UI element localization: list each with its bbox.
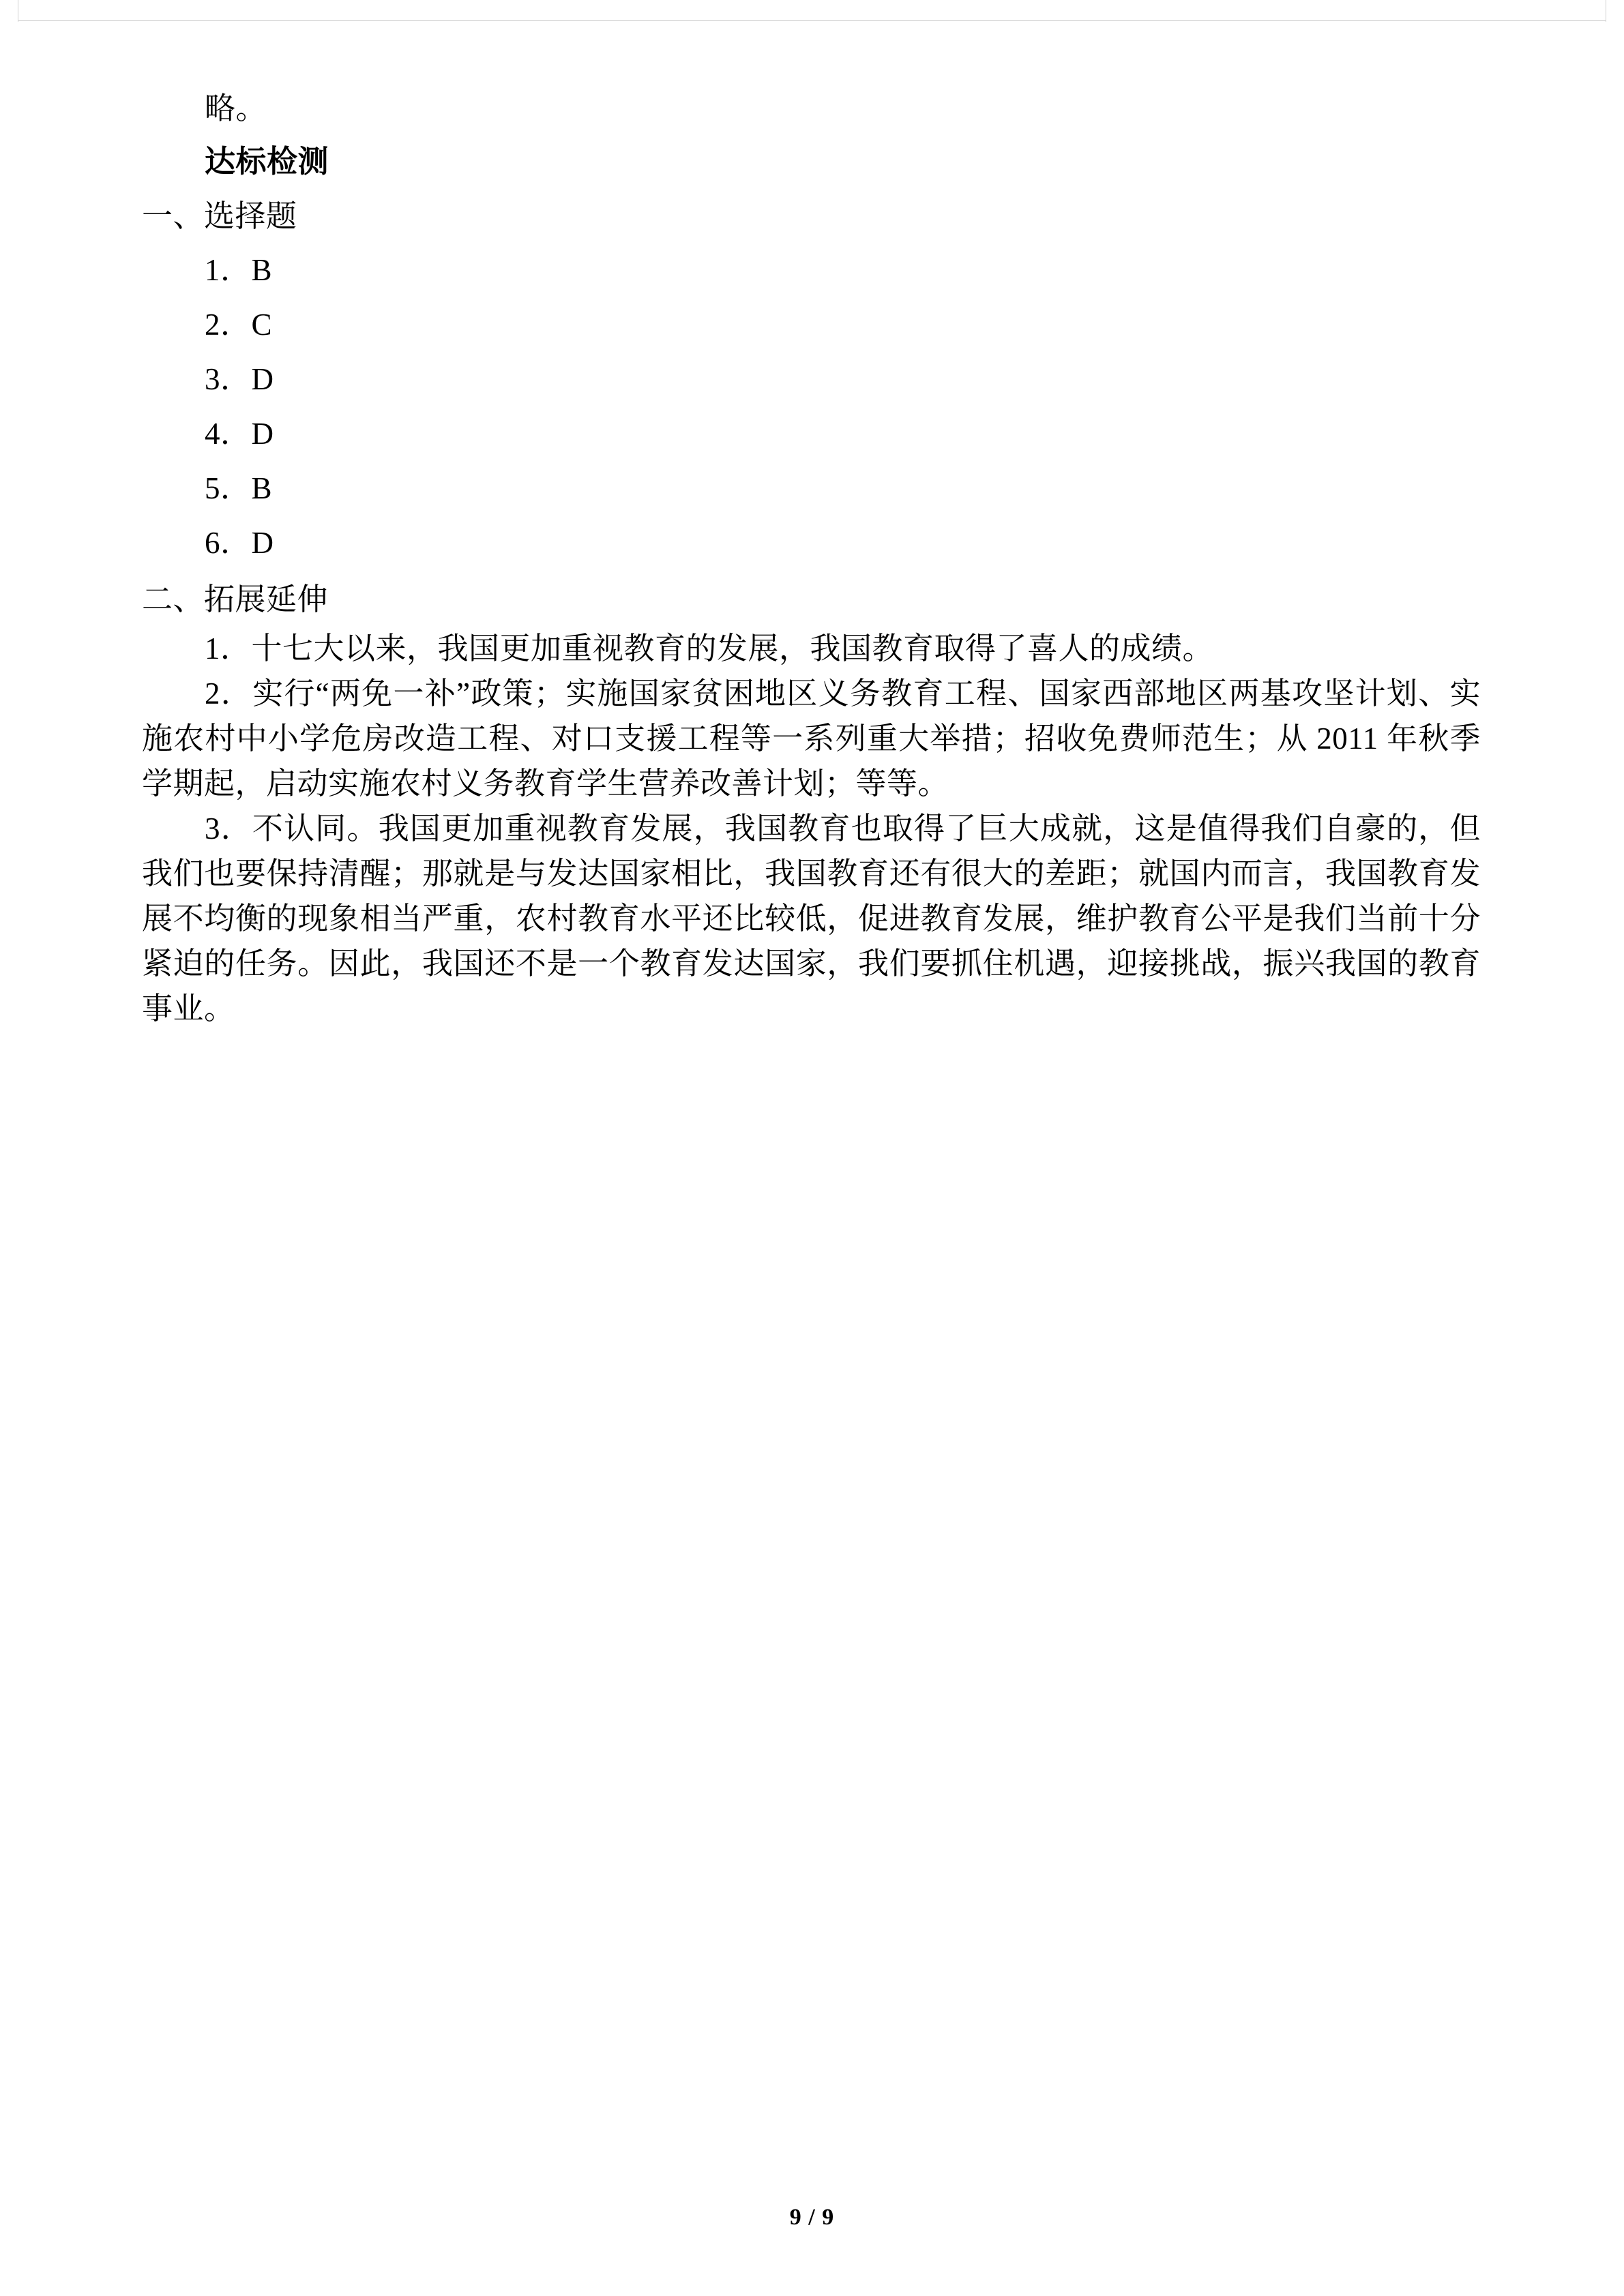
answer-list [142, 243, 1481, 570]
page-number: 9 / 9 [789, 2205, 835, 2230]
intro-text: 略。 [205, 91, 267, 125]
part1-title-choice-questions: 一、选择题 [142, 199, 297, 233]
document-body [142, 86, 1481, 1031]
answer-item-5: 5．B [205, 471, 273, 505]
answer-item-2: 2．C [205, 308, 273, 342]
extension-paragraph-2: 2．实行“两免一补”政策；实施国家贫困地区义务教育工程、国家西部地区两基攻坚计划、实施农村中小学危房改造工程、对口支援工程等一系列重大举措；招收免费师范生；从 2011 年秋季学期起，启动实施农村义务教育学生营养改善计划；等等。 [142, 676, 1481, 801]
extension-paragraph-1: 1．十七大以来，我国更加重视教育的发展，我国教育取得了喜人的成绩。 [205, 631, 1214, 666]
section-heading-dabiao-jiance: 达标检测 [205, 145, 329, 179]
extension-paragraph-3: 3．不认同。我国更加重视教育发展，我国教育也取得了巨大成就，这是值得我们自豪的，但我们也要保持清醒；那就是与发达国家相比，我国教育还有很大的差距；就国内而言，我国教育发展不均衡的现象相当严重，农村教育水平还比较低，促进教育发展，维护教育公平是我们当前十分紧迫的任务。因此，我国还不是一个教育发达国家，我们要抓住机遇，迎接挑战，振兴我国的教育事业。 [142, 811, 1481, 1026]
answer-item-3: 3．D [205, 362, 274, 396]
answer-item-6: 6．D [205, 526, 274, 560]
page-top-border [18, 20, 1606, 21]
answer-item-1: 1．B [205, 253, 273, 287]
answer-item-4: 4．D [205, 417, 274, 451]
part2-title-extension: 二、拓展延伸 [142, 582, 329, 616]
